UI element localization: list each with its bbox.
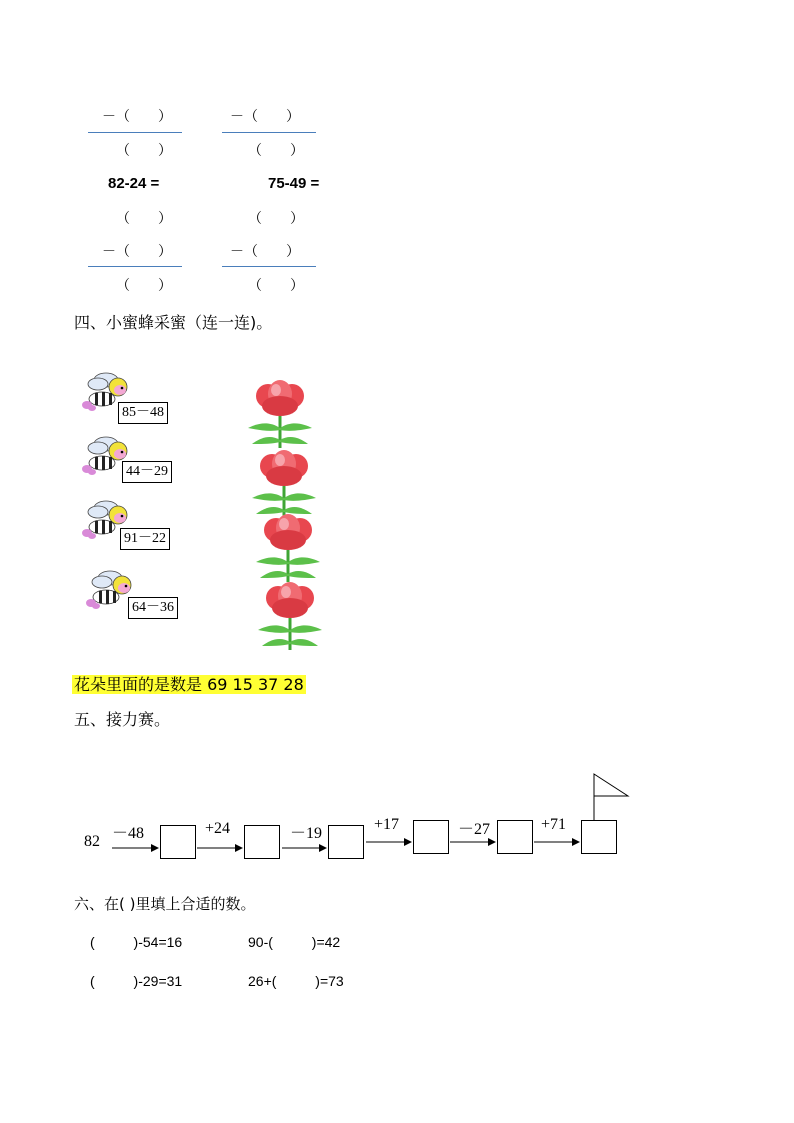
answer-box[interactable] — [244, 825, 280, 859]
relay-op: －27 — [458, 821, 491, 838]
relay-op: +71 — [541, 816, 567, 833]
bee-expression: 64－36 — [128, 597, 178, 619]
answer-box[interactable] — [497, 820, 533, 854]
fill-left[interactable]: ( )-54=16 — [90, 934, 183, 950]
flower-icon[interactable] — [242, 378, 318, 450]
answer-box[interactable] — [413, 820, 449, 854]
equation: 75-49 = — [268, 175, 320, 192]
answer-box[interactable] — [160, 825, 196, 859]
flower-icon[interactable] — [246, 448, 322, 520]
relay-op: －19 — [290, 825, 323, 842]
divider-line — [222, 266, 316, 267]
fill-left[interactable]: ( )-29=31 — [90, 973, 183, 989]
relay-op: +24 — [205, 820, 231, 837]
equation: 82-24 = — [108, 175, 160, 192]
minus-paren: －（ ） — [102, 109, 172, 125]
section5-title: 五、接力赛。 — [74, 710, 171, 729]
result-paren: （ ） — [116, 278, 172, 294]
answer-box[interactable] — [328, 825, 364, 859]
flower-icon[interactable] — [252, 580, 328, 652]
divider-line — [88, 132, 182, 133]
bee-expression: 44－29 — [122, 461, 172, 483]
flower-icon[interactable] — [250, 512, 326, 584]
bee-expression: 91－22 — [120, 528, 170, 550]
minus-paren: －（ ） — [230, 244, 300, 260]
fill-right[interactable]: 90-( )=42 — [248, 934, 341, 950]
fill-right[interactable]: 26+( )=73 — [248, 973, 344, 989]
flower-numbers-note — [72, 672, 306, 695]
section6-title: 六、在( )里填上合适的数。 — [74, 895, 256, 913]
minus-paren: －（ ） — [230, 109, 300, 125]
paren: （ ） — [248, 211, 304, 227]
minus-paren: －（ ） — [102, 244, 172, 260]
result-paren: （ ） — [116, 143, 172, 159]
relay-op: +17 — [374, 816, 400, 833]
divider-line — [88, 266, 182, 267]
answer-box[interactable] — [581, 820, 617, 854]
highlighted-note: 花朵里面的是数是 69 15 37 28 — [74, 675, 304, 694]
bee-expression: 85－48 — [118, 402, 168, 424]
divider-line — [222, 132, 316, 133]
paren: （ ） — [116, 211, 172, 227]
section4-title: 四、小蜜蜂采蜜（连一连)。 — [74, 313, 273, 332]
relay-op: －48 — [112, 825, 145, 842]
result-paren: （ ） — [248, 143, 304, 159]
result-paren: （ ） — [248, 278, 304, 294]
relay-start-number: 82 — [84, 833, 100, 850]
